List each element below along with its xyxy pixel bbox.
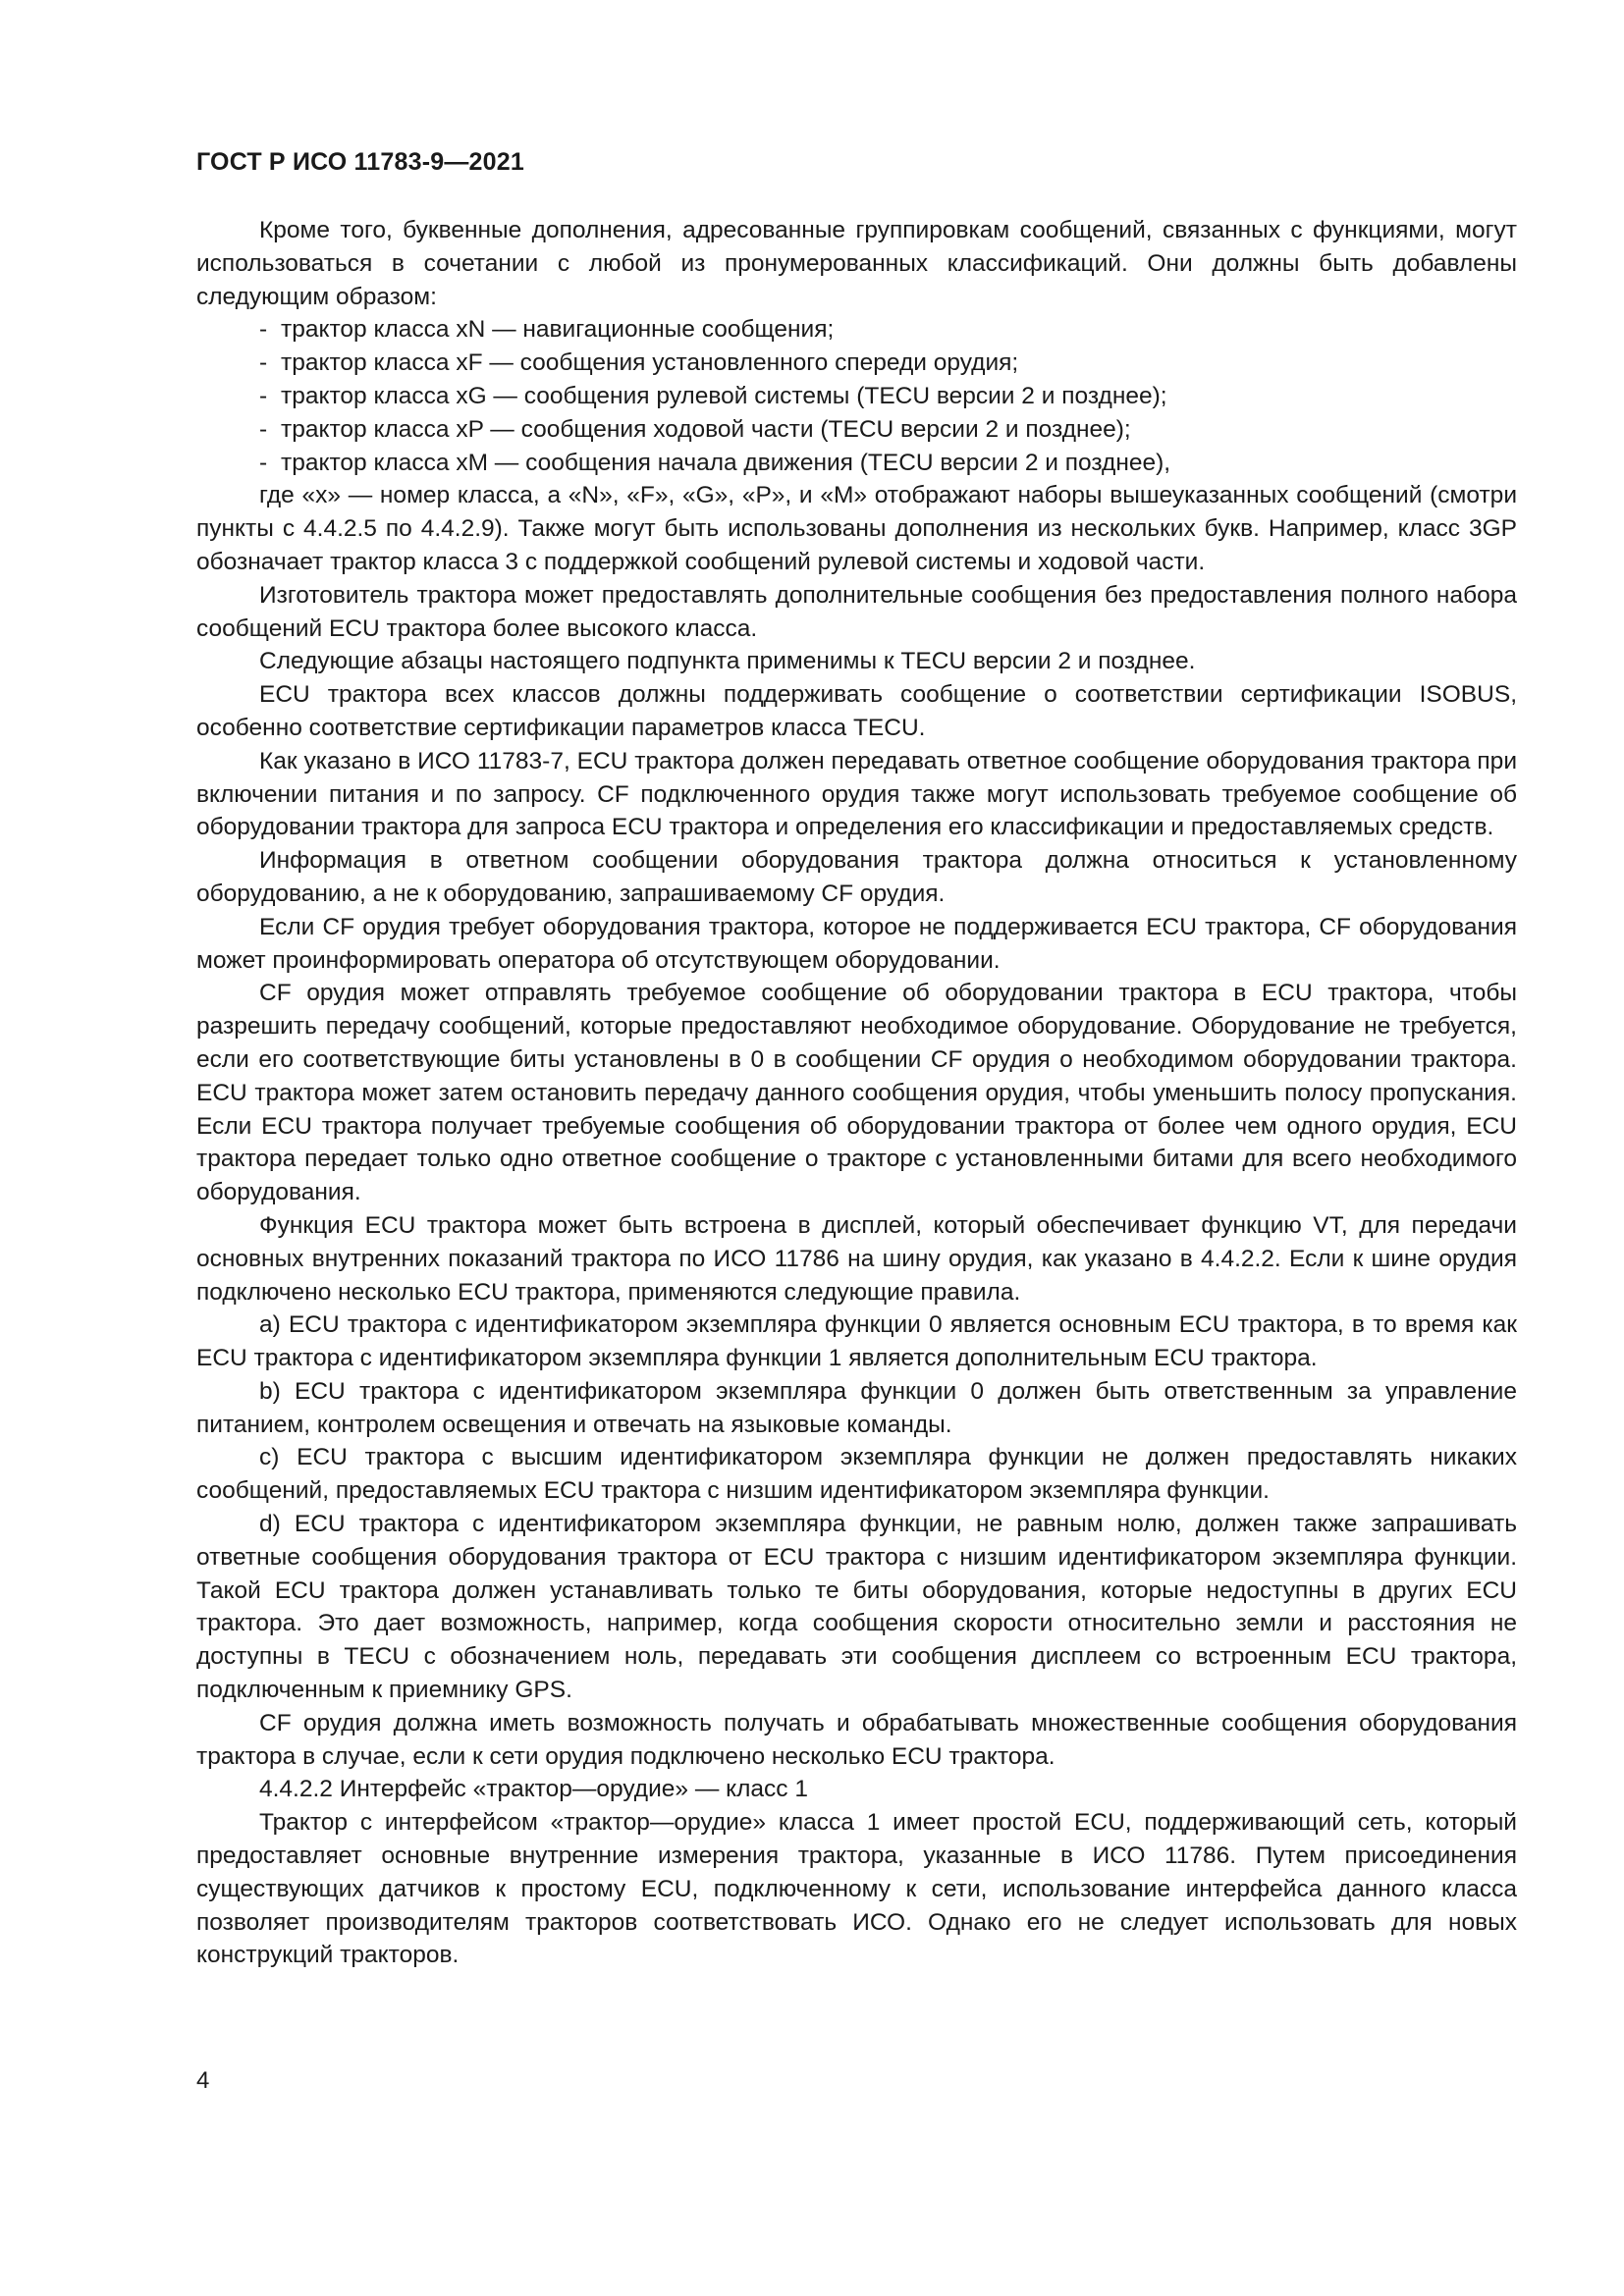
paragraph: где «x» — номер класса, а «N», «F», «G», «P», и «M» отображают наборы вышеуказанных сообщений (смотри пункты с 4.4.2.5 по 4.4.2.9). Также могут быть использованы дополнения из нескольких букв. Например, класс 3GP обозначает трактор класса 3 с поддержкой сообщений рулевой системы и ходовой части.: [196, 482, 1517, 575]
paragraph: 4.4.2.2 Интерфейс «трактор—орудие» — класс 1: [259, 1776, 808, 1803]
standard-header: ГОСТ Р ИСО 11783-9—2021: [196, 148, 524, 176]
paragraph: Информация в ответном сообщении оборудования трактора должна относиться к установленному оборудованию, а не к оборудованию, запрашиваемому CF орудия.: [196, 847, 1517, 907]
list-item-text: трактор класса xM — сообщения начала движения (TECU версии 2 и позднее),: [281, 449, 1171, 476]
paragraph: Трактор с интерфейсом «трактор—орудие» класса 1 имеет простой ECU, поддерживающий сеть, который предоставляет основные внутренние измерения трактора, указанные в ИСО 11786. Путем присоединения существующих датчиков к простому ECU, подключенному к сети, использование интерфейса данного класса позволяет производителям тракторов соответствовать ИСО. Однако его не следует использовать для новых конструкций тракторов.: [196, 1809, 1517, 1969]
list-item-text: трактор класса xF — сообщения установленного спереди орудия;: [281, 349, 1019, 377]
paragraph: Функция ECU трактора может быть встроена в дисплей, который обеспечивает функцию VT, для передачи основных внутренних показаний трактора по ИСО 11786 на шину орудия, как указано в 4.4.2.2. Если к шине орудия подключено несколько ECU трактора, применяются следующие правила.: [196, 1211, 1517, 1306]
paragraph: c) ECU трактора с высшим идентификатором экземпляра функции не должен предоставлять никаких сообщений, предоставляемых ECU трактора с низшим идентификатором экземпляра функции.: [196, 1444, 1517, 1505]
paragraph: Кроме того, буквенные дополнения, адресованные группировкам сообщений, связанных с функциями, могут использоваться в сочетании с любой из пронумерованных классификаций. Они должны быть добавлены следующим образом:: [196, 217, 1517, 310]
list-marker: -: [259, 415, 268, 443]
paragraph: Следующие абзацы настоящего подпункта применимы к TECU версии 2 и позднее.: [259, 648, 1196, 675]
paragraph: a) ECU трактора с идентификатором экземпляра функции 0 является основным ECU трактора, в то время как ECU трактора с идентификатором экземпляра функции 1 является дополнительным ECU трактора.: [196, 1311, 1517, 1372]
document-page: [196, 147, 1517, 1972]
paragraph: b) ECU трактора с идентификатором экземпляра функции 0 должен быть ответственным за управление питанием, контролем освещения и отвечать на языковые команды.: [196, 1377, 1517, 1438]
paragraph: Как указано в ИСО 11783-7, ECU трактора должен передавать ответное сообщение оборудования трактора при включении питания и по запросу. CF подключенного орудия также могут использовать требуемое сообщение об оборудовании трактора для запроса ECU трактора и определения его классификации и предоставляемых средств.: [196, 747, 1517, 841]
paragraph: Изготовитель трактора может предоставлять дополнительные сообщения без предоставления полного набора сообщений ECU трактора более высокого класса.: [196, 581, 1517, 642]
list-item: [196, 313, 1517, 347]
paragraph: Если CF орудия требует оборудования трактора, которое не поддерживается ECU трактора, CF оборудования может проинформировать оператора об отсутствующем оборудовании.: [196, 913, 1517, 974]
list-item-text: трактор класса xP — сообщения ходовой части (TECU версии 2 и позднее);: [281, 415, 1131, 443]
list-item: [196, 413, 1517, 447]
list-marker: -: [259, 316, 268, 344]
list-marker: -: [259, 449, 268, 476]
paragraph: ECU трактора всех классов должны поддерживать сообщение о соответствии сертификации ISOBUS, особенно соответствие сертификации параметров класса TECU.: [196, 681, 1517, 741]
page-number: 4: [196, 2067, 210, 2094]
paragraph: d) ECU трактора с идентификатором экземпляра функции, не равным нолю, должен также запрашивать ответные сообщения оборудования трактора от ECU трактора с низшим идентификатором экземпляра функции. Такой ECU трактора должен устанавливать только те биты оборудования, которые недоступны в других ECU трактора. Это дает возможность, например, когда сообщения скорости относительно земли и расстояния не доступны в TECU с обозначением ноль, передавать эти сообщения дисплеем со встроенным ECU трактора, подключенным к приемнику GPS.: [196, 1511, 1517, 1704]
paragraph: CF орудия должна иметь возможность получать и обрабатывать множественные сообщения оборудования трактора в случае, если к сети орудия подключено несколько ECU трактора.: [196, 1709, 1517, 1770]
document-body: [196, 214, 1517, 1972]
list-item: [196, 347, 1517, 380]
list-item-text: трактор класса xG — сообщения рулевой системы (TECU версии 2 и позднее);: [281, 382, 1167, 409]
paragraph: CF орудия может отправлять требуемое сообщение об оборудовании трактора в ECU трактора, чтобы разрешить передачу сообщений, которые предоставляют необходимое оборудование. Оборудование не требуется, если его соответствующие биты установлены в 0 в сообщении CF орудия о необходимом оборудовании трактора. ECU трактора может затем остановить передачу данного сообщения орудия, чтобы уменьшить полосу пропускания. Если ECU трактора получает требуемые сообщения об оборудовании трактора от более чем одного орудия, ECU трактора передает только одно ответное сообщение о тракторе с установленными битами для всего необходимого оборудования.: [196, 980, 1517, 1206]
list-item-text: трактор класса xN — навигационные сообщения;: [281, 316, 835, 344]
list-item: [196, 380, 1517, 413]
list-item: [196, 447, 1517, 480]
list-marker: -: [259, 382, 268, 409]
list-marker: -: [259, 349, 268, 377]
